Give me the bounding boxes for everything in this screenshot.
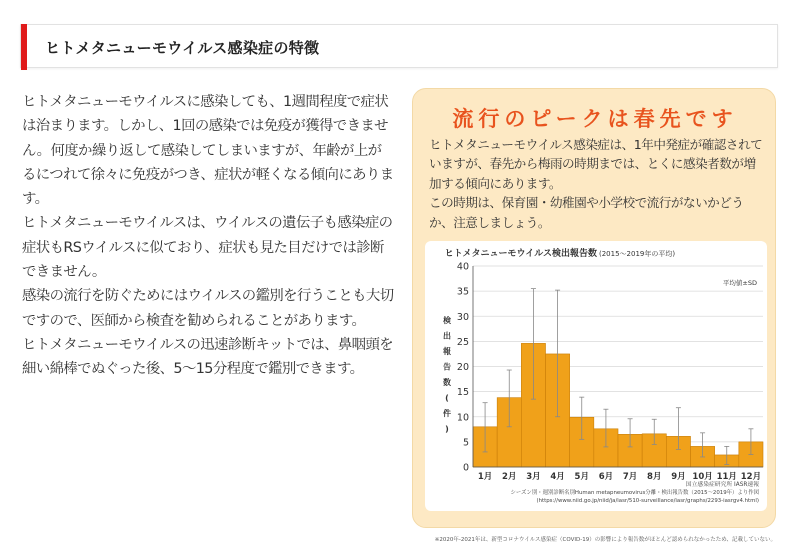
footnote: ※2020年-2021年は、新型コロナウイルス感染症（COVID-19）の影響により報告数がほとんど認められなかったため、記載していない。 (434, 537, 776, 543)
header-accent-bar (21, 24, 27, 70)
card-title: 流行のピークは春先です (452, 107, 738, 131)
y-axis-label-char: 報 (443, 347, 451, 356)
source-line: (https://www.niid.go.jp/niid/ja/iasr/510-surveillance/iasr/graphs/2293-iasrgv4.html) (536, 498, 759, 504)
y-axis-label-char: ) (445, 424, 449, 434)
card-desc-2: この時期は、保育園・幼稚園や小学校で流行がないかどうか、注意しましょう。 (429, 195, 744, 230)
y-axis-label-char: 数 (443, 378, 451, 387)
y-tick-label: 30 (456, 311, 469, 323)
section-title: ヒトメタニューモウイルス感染症の特徴 (45, 39, 320, 57)
y-axis-label-char: 件 (443, 409, 451, 418)
body-text (22, 90, 394, 382)
y-axis-label-char: ( (445, 393, 449, 403)
x-tick-label: 9月 (671, 472, 686, 482)
y-tick-label: 0 (462, 462, 469, 474)
chart-bars (473, 343, 763, 467)
body-paragraph-3: 感染の流行を防ぐためにはウイルスの鑑別を行うことも大切ですので、医師から検査を勧められることがあります。 (22, 288, 394, 329)
card-description (429, 135, 767, 232)
x-tick-label: 12月 (740, 472, 762, 482)
x-tick-label: 5月 (574, 472, 589, 482)
chart-title: ヒトメタニューモウイルス検出報告数 (444, 249, 597, 259)
info-card (412, 88, 776, 528)
y-axis-label (443, 315, 451, 434)
y-tick-label: 40 (456, 261, 469, 273)
card-desc-1: ヒトメタニューモウイルス感染症は、1年中発症が確認されていますが、春先から梅雨の時期までは、とくに感染者数が増加する傾向にあります。 (429, 137, 763, 191)
y-tick-label: 5 (462, 437, 469, 449)
y-axis-label-char: 出 (443, 331, 451, 341)
y-tick-label: 15 (456, 387, 469, 399)
chart-subtitle: (2015〜2019年の平均) (599, 250, 676, 258)
body-paragraph-2: ヒトメタニューモウイルスは、ウイルスの遺伝子も感染症の症状もRSウイルスに似ており、症状も見た目だけでは診断できません。 (22, 215, 393, 281)
x-tick-label: 10月 (692, 472, 713, 482)
x-tick-label: 1月 (477, 472, 493, 482)
y-axis-label-char: 告 (443, 362, 451, 372)
x-tick-label: 4月 (550, 472, 565, 482)
x-tick-label: 6月 (598, 472, 614, 482)
section-header (20, 24, 778, 68)
y-tick-label: 35 (456, 286, 469, 298)
body-paragraph-4: ヒトメタニューモウイルスの迅速診断キットでは、鼻咽頭を細い綿棒でぬぐった後、5〜15分程度で鑑別できます。 (22, 336, 394, 378)
y-tick-label: 10 (456, 412, 469, 424)
chart-legend-note: 平均値±SD (722, 279, 757, 287)
chart-panel (425, 241, 767, 511)
y-tick-label: 25 (456, 336, 469, 348)
x-tick-label: 3月 (526, 472, 541, 482)
y-axis-label-char: 検 (443, 316, 451, 325)
source-line: 国立感染症研究所 IASR速報 (685, 482, 759, 488)
x-tick-label: 8月 (647, 472, 662, 482)
y-tick-label: 20 (456, 362, 469, 373)
body-paragraph-1: ヒトメタニューモウイルスに感染しても、1週間程度で症状は治まります。しかし、1回の感染では免疫が獲得できません。何度か繰り返して感染してしまいますが、年齢が上がるにつれて徐々に免疫がつき、症状が軽くなる傾向にあります。 (22, 94, 394, 208)
source-line: シーズン別・週別診断名別Human metapneumovirus分離・検出報告数（2015〜2019年）より作図 (510, 490, 759, 496)
x-tick-label: 2月 (502, 472, 517, 482)
chart-source (511, 480, 760, 504)
x-tick-label: 11月 (716, 472, 737, 482)
x-tick-label: 7月 (622, 472, 638, 482)
bar-chart (425, 241, 767, 511)
